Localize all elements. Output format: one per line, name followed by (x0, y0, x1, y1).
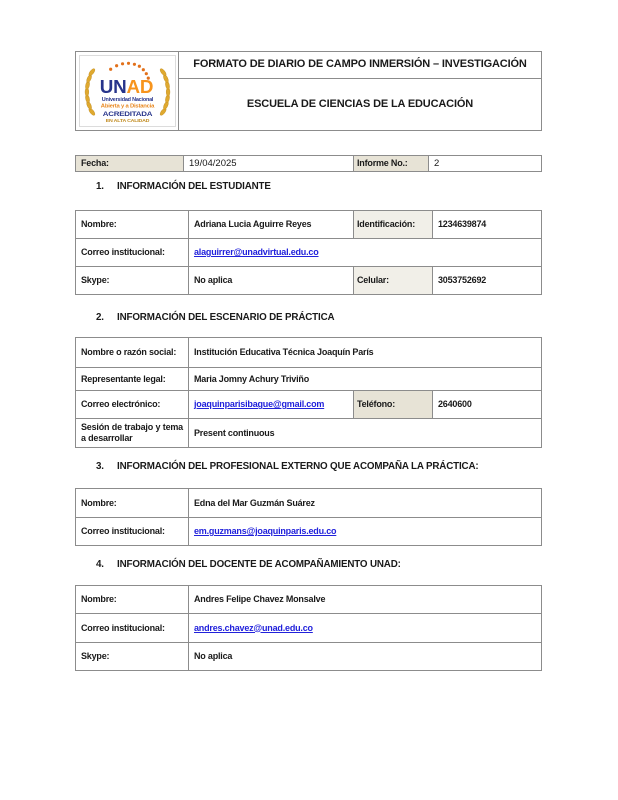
laurel-right-icon (159, 68, 170, 117)
s4-correo-link[interactable]: andres.chavez@unad.edu.co (194, 622, 313, 633)
unad-logo (79, 55, 176, 127)
s4-skype-value: No aplica (189, 643, 542, 671)
s4-nombre-value: Andres Felipe Chavez Monsalve (189, 586, 542, 614)
s4-correo-label: Correo institucional: (76, 614, 189, 643)
section-3-title: INFORMACIÓN DEL PROFESIONAL EXTERNO QUE ACOMPAÑA LA PRÁCTICA: (117, 461, 479, 472)
s1-identificacion-value: 1234639874 (433, 211, 542, 239)
section-1-number: 1. (96, 181, 104, 192)
s2-razon-label: Nombre o razón social: (76, 338, 189, 368)
s1-correo-link[interactable]: alaguirrer@unadvirtual.edu.co (194, 247, 319, 258)
s2-correo-cell (189, 391, 354, 419)
section-3-number: 3. (96, 461, 104, 472)
student-info-table (75, 210, 542, 295)
fecha-value: 19/04/2025 (184, 156, 354, 172)
logo-accreditation-line1: ACREDITADA (102, 111, 153, 119)
s4-nombre-label: Nombre: (76, 586, 189, 614)
section-1-heading (96, 181, 271, 192)
laurel-left-icon (85, 68, 96, 117)
section-4-heading (96, 559, 401, 570)
section-2-heading (96, 312, 334, 323)
section-1-title: INFORMACIÓN DEL ESTUDIANTE (117, 181, 271, 192)
logo-name-line1: Universidad Nacional (101, 96, 154, 103)
s1-celular-value: 3053752692 (433, 267, 542, 295)
informe-value: 2 (429, 156, 542, 172)
s2-razon-value: Institución Educativa Técnica Joaquín París (189, 338, 542, 368)
document-title: FORMATO DE DIARIO DE CAMPO INMERSIÓN – INVESTIGACIÓN (179, 52, 542, 79)
s2-sesion-label: Sesión de trabajo y tema a desarrollar (76, 419, 189, 448)
s3-nombre-label: Nombre: (76, 489, 189, 518)
s1-correo-label: Correo institucional: (76, 239, 189, 267)
s3-nombre-value: Edna del Mar Guzmán Suárez (189, 489, 542, 518)
s2-sesion-value: Present continuous (189, 419, 542, 448)
section-3-heading (96, 461, 479, 472)
s3-correo-link[interactable]: em.guzmans@joaquinparis.edu.co (194, 526, 337, 537)
fecha-label: Fecha: (76, 156, 184, 172)
document-subtitle: ESCUELA DE CIENCIAS DE LA EDUCACIÓN (179, 78, 542, 130)
s1-identificacion-label: Identificación: (354, 211, 433, 239)
header-table (75, 51, 542, 131)
s3-correo-cell (189, 518, 542, 546)
informe-label: Informe No.: (354, 156, 429, 172)
s2-telefono-value: 2640600 (433, 391, 542, 419)
logo-cell (76, 52, 179, 131)
s1-correo-cell (189, 239, 542, 267)
logo-acronym-un: UN (99, 75, 127, 97)
practice-scenario-table (75, 337, 542, 448)
s2-correo-label: Correo electrónico: (76, 391, 189, 419)
s1-nombre-label: Nombre: (76, 211, 189, 239)
s1-celular-label: Celular: (354, 267, 433, 295)
s2-correo-link[interactable]: joaquinparisibague@gmail.com (194, 399, 325, 410)
s1-skype-label: Skype: (76, 267, 189, 295)
external-professional-table (75, 488, 542, 546)
s4-skype-label: Skype: (76, 643, 189, 671)
unad-teacher-table (75, 585, 542, 671)
section-4-number: 4. (96, 559, 104, 570)
s4-correo-cell (189, 614, 542, 643)
s3-correo-label: Correo institucional: (76, 518, 189, 546)
meta-table (75, 155, 542, 172)
s2-representante-label: Representante legal: (76, 368, 189, 391)
section-4-title: INFORMACIÓN DEL DOCENTE DE ACOMPAÑAMIENTO UNAD: (117, 559, 401, 570)
s1-nombre-value: Adriana Lucia Aguirre Reyes (189, 211, 354, 239)
logo-acronym-ad: AD (126, 75, 154, 97)
s2-telefono-label: Teléfono: (354, 391, 433, 419)
logo-name-line2: Abierta y a Distancia (100, 103, 156, 110)
logo-accreditation-line2: EN ALTA CALIDAD (105, 119, 147, 125)
section-2-number: 2. (96, 312, 104, 323)
s2-representante-value: Maria Jomny Achury Triviño (189, 368, 542, 391)
s1-skype-value: No aplica (189, 267, 354, 295)
section-2-title: INFORMACIÓN DEL ESCENARIO DE PRÁCTICA (117, 312, 335, 323)
